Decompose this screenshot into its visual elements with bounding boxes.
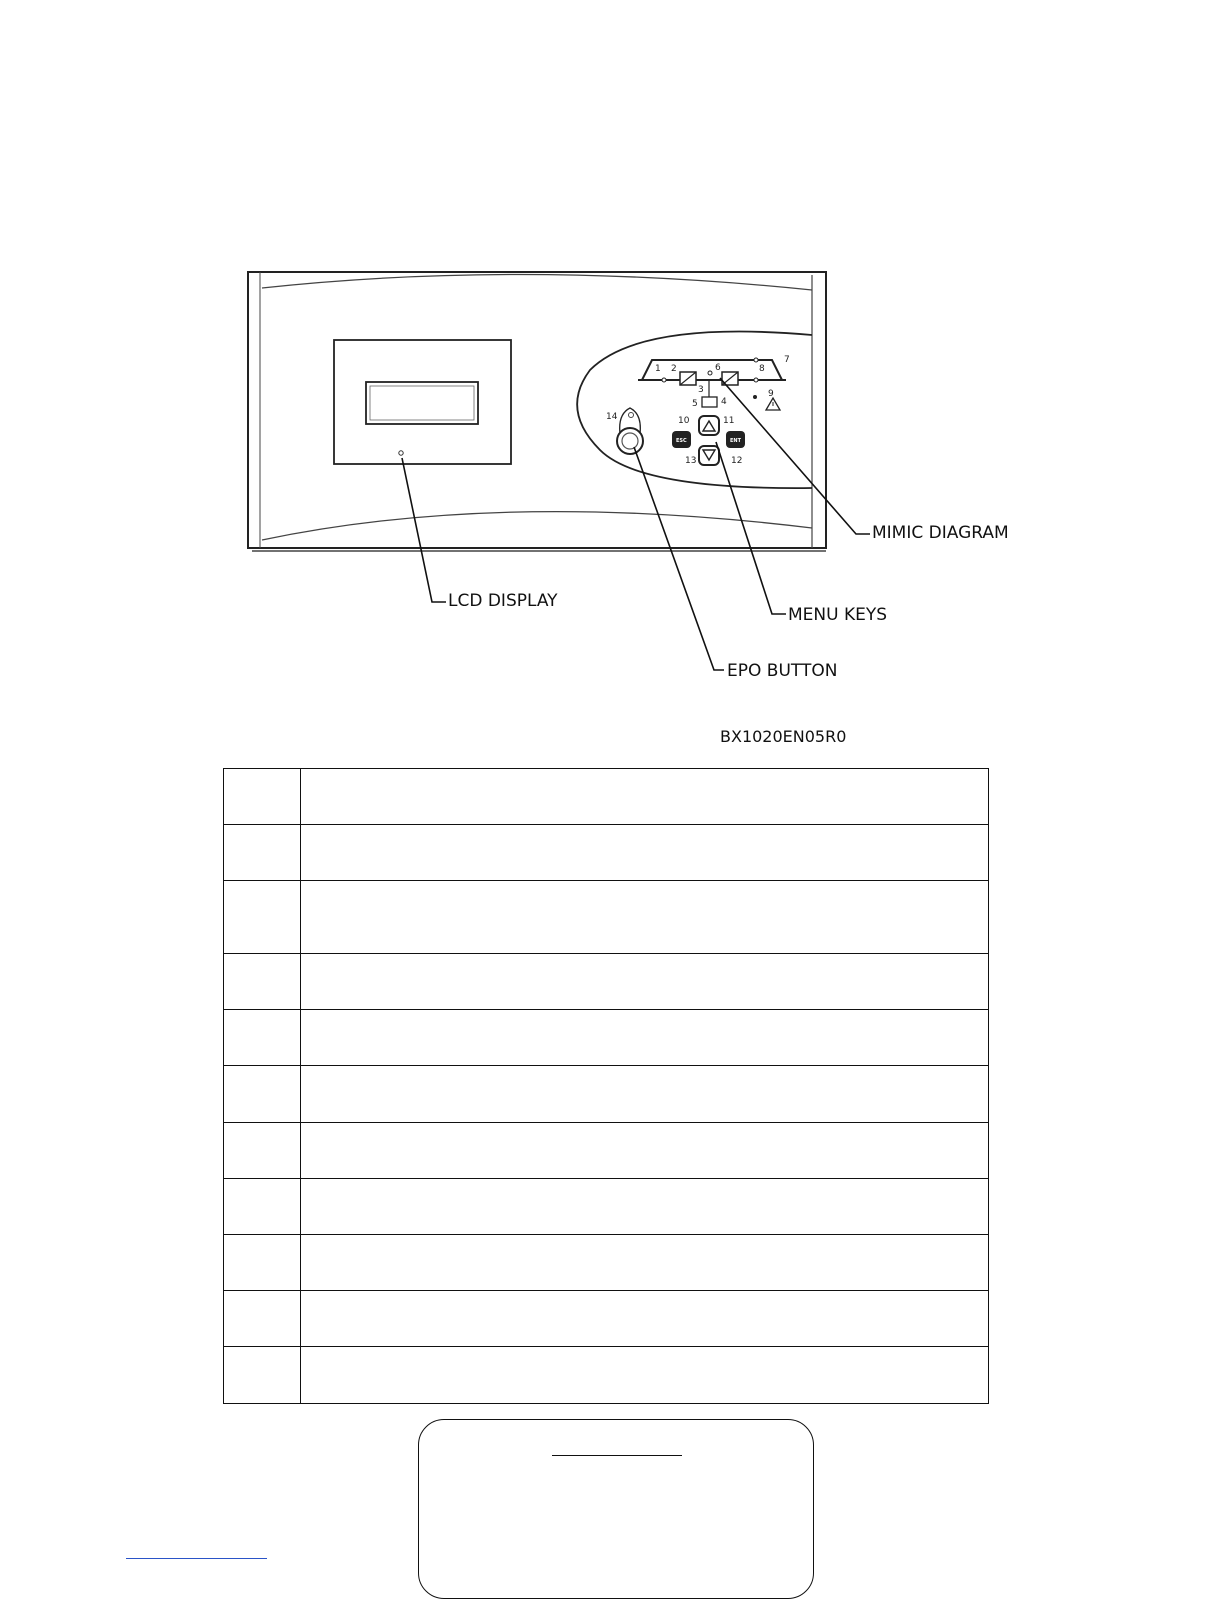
row-description-cell (301, 1066, 989, 1122)
row-number-cell (224, 954, 301, 1010)
table-row (224, 1234, 989, 1290)
table-row (224, 825, 989, 881)
panel-number: 4 (721, 397, 727, 407)
row-number-cell (224, 1122, 301, 1178)
panel-number: 11 (723, 416, 735, 426)
row-description-cell (301, 769, 989, 825)
lcd-indicator-dot (399, 451, 403, 455)
row-number-cell (224, 1066, 301, 1122)
row-number-cell (224, 769, 301, 825)
panel-number: 2 (671, 364, 677, 374)
table-row (224, 1010, 989, 1066)
row-number-cell (224, 1178, 301, 1234)
figure-code: BX1020EN05R0 (720, 727, 847, 746)
lcd-screen (366, 382, 478, 424)
row-description-cell (301, 1346, 989, 1403)
row-number-cell (224, 881, 301, 954)
panel-number: 10 (678, 416, 690, 426)
lcd-display-callout: LCD DISPLAY (448, 591, 558, 611)
row-description-cell (301, 1010, 989, 1066)
mimic-diagram-callout: MIMIC DIAGRAM (872, 523, 1009, 543)
panel-number: 9 (768, 389, 774, 399)
table-row (224, 1346, 989, 1403)
row-number-cell (224, 1234, 301, 1290)
down-key[interactable] (699, 446, 719, 465)
mimic-led (754, 358, 758, 362)
ups-front-panel-drawing (0, 0, 1224, 760)
mimic-led (754, 378, 758, 382)
panel-number: 12 (731, 456, 743, 466)
footer-link-underline[interactable] (126, 1558, 267, 1559)
table-row (224, 954, 989, 1010)
panel-number: 1 (655, 364, 661, 374)
enter-key-label: ENT (730, 438, 742, 444)
panel-number: 6 (715, 363, 721, 373)
battery-symbol (702, 397, 717, 407)
table-row (224, 1178, 989, 1234)
panel-number: 13 (685, 456, 697, 466)
panel-number: 5 (692, 399, 698, 409)
menu-keys-callout: MENU KEYS (788, 605, 888, 625)
table-row (224, 1122, 989, 1178)
panel-number: 3 (698, 385, 704, 395)
row-description-cell (301, 954, 989, 1010)
row-description-cell (301, 1290, 989, 1346)
panel-number: 7 (784, 355, 790, 365)
note-heading-rule (552, 1455, 682, 1456)
row-description-cell (301, 1234, 989, 1290)
note-box (418, 1419, 814, 1599)
epo-button-callout: EPO BUTTON (727, 661, 838, 681)
row-description-cell (301, 1122, 989, 1178)
row-description-cell (301, 881, 989, 954)
mimic-led (708, 371, 712, 375)
row-number-cell (224, 825, 301, 881)
row-number-cell (224, 1010, 301, 1066)
row-description-cell (301, 1178, 989, 1234)
row-number-cell (224, 1346, 301, 1403)
up-key[interactable] (699, 416, 719, 435)
alarm-led (753, 395, 757, 399)
panel-number: 14 (606, 412, 618, 422)
row-description-cell (301, 825, 989, 881)
table-row (224, 1290, 989, 1346)
mimic-led (662, 378, 666, 382)
table-row (224, 769, 989, 825)
panel-number: 8 (759, 364, 765, 374)
esc-key-label: ESC (676, 438, 687, 444)
row-number-cell (224, 1290, 301, 1346)
table-row (224, 1066, 989, 1122)
legend-table (223, 768, 989, 1404)
epo-button[interactable] (617, 428, 643, 454)
table-row (224, 881, 989, 954)
